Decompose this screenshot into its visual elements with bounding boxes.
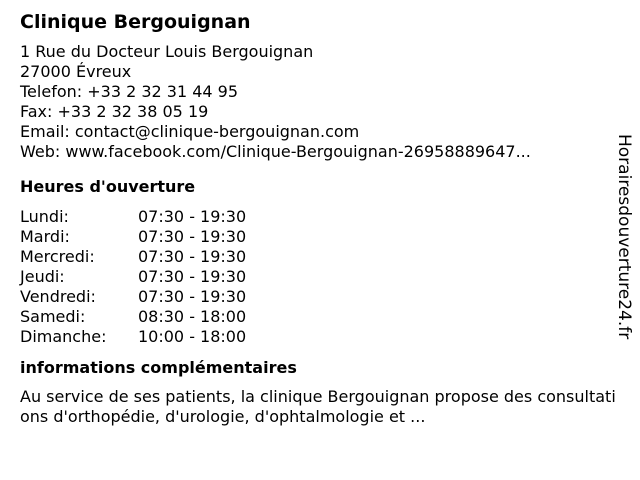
clinic-name: Clinique Bergouignan	[20, 11, 251, 33]
hours-row-thursday	[20, 267, 620, 287]
opening-hours-table	[20, 207, 620, 347]
time-range: 07:30 - 19:30	[138, 227, 247, 246]
contact-block	[20, 42, 620, 162]
time-range: 07:30 - 19:30	[138, 247, 247, 266]
clinic-card	[20, 10, 620, 427]
day-label: Dimanche:	[20, 327, 107, 346]
time-range: 07:30 - 19:30	[138, 207, 247, 226]
time-range: 10:00 - 18:00	[138, 327, 247, 346]
hours-row-wednesday	[20, 247, 620, 267]
day-label: Mardi:	[20, 227, 70, 246]
time-range: 07:30 - 19:30	[138, 287, 247, 306]
fax-line: Fax: +33 2 32 38 05 19	[20, 102, 209, 121]
opening-hours-heading: Heures d'ouverture	[20, 177, 196, 196]
time-range: 07:30 - 19:30	[138, 267, 247, 286]
day-label: Jeudi:	[20, 267, 65, 286]
time-range: 08:30 - 18:00	[138, 307, 247, 326]
hours-row-sunday	[20, 327, 620, 347]
hours-row-tuesday	[20, 227, 620, 247]
web-line: Web: www.facebook.com/Clinique-Bergouignan-26958889647...	[20, 142, 531, 161]
hours-row-saturday	[20, 307, 620, 327]
day-label: Lundi:	[20, 207, 69, 226]
email-line: Email: contact@clinique-bergouignan.com	[20, 122, 360, 141]
hours-row-friday	[20, 287, 620, 307]
address-street: 1 Rue du Docteur Louis Bergouignan	[20, 42, 314, 61]
additional-info-text: Au service de ses patients, la clinique Bergouignan propose des consultations d'orthopédie, d'urologie, d'ophtalmologie et ...	[20, 387, 616, 426]
day-label: Vendredi:	[20, 287, 96, 306]
hours-row-monday	[20, 207, 620, 227]
day-label: Mercredi:	[20, 247, 95, 266]
day-label: Samedi:	[20, 307, 86, 326]
additional-info-heading: informations complémentaires	[20, 358, 297, 377]
address-city: 27000 Évreux	[20, 62, 132, 81]
site-watermark: Horairesdouverture24.fr	[614, 134, 634, 340]
phone-line: Telefon: +33 2 32 31 44 95	[20, 82, 239, 101]
